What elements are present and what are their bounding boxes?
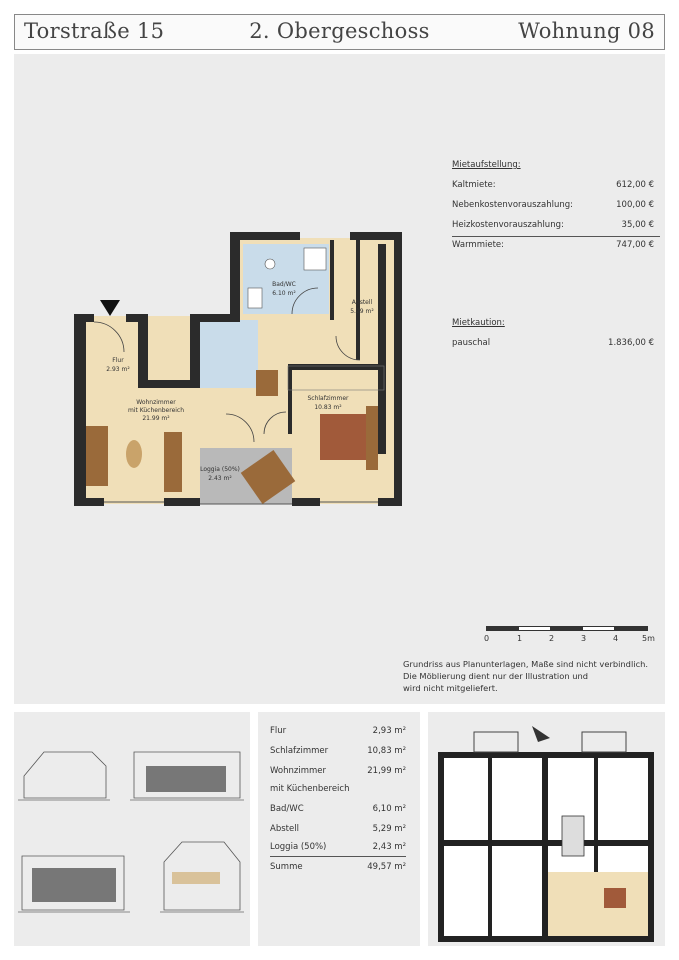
scale-label: 2 — [549, 634, 555, 643]
deposit-label: pauschal — [452, 338, 491, 348]
elevation-drawings — [14, 712, 250, 946]
area-value: 2,43 m² — [372, 842, 406, 852]
area-value: 2,93 m² — [372, 726, 406, 736]
rent-value: 35,00 € — [621, 220, 654, 230]
area-value: 10,83 m² — [367, 746, 406, 756]
area-table — [258, 712, 420, 946]
room-label: Abstell — [351, 299, 373, 306]
rent-label: Kaltmiete: — [452, 180, 496, 190]
room-area: 6.10 m² — [272, 290, 296, 297]
scale-label: 0 — [484, 634, 490, 643]
note-line: Grundriss aus Planunterlagen, Maße sind nicht verbindlich. — [403, 659, 649, 669]
rent-label: Nebenkostenvorauszahlung: — [452, 200, 574, 210]
room-label: Flur — [112, 357, 124, 364]
room-area: 21.99 m² — [142, 415, 170, 422]
elevation-views — [14, 712, 250, 946]
room-label: Schlafzimmer — [307, 395, 349, 402]
area-label: Abstell — [270, 824, 299, 834]
building-overview — [428, 712, 665, 946]
area-value: 5,29 m² — [372, 824, 406, 834]
building-plan — [428, 712, 665, 946]
room-area: 5.29 m² — [350, 308, 374, 315]
north-arrow-icon — [532, 726, 550, 742]
room-label: Bad/WC — [272, 281, 296, 288]
area-label: Loggia (50%) — [270, 842, 327, 852]
area-value: 6,10 m² — [372, 804, 406, 814]
floor-plan — [14, 54, 665, 704]
entrance-arrow-icon — [100, 300, 120, 316]
rent-value: 100,00 € — [616, 200, 654, 210]
area-label: Schlafzimmer — [270, 746, 329, 756]
page-header — [14, 14, 665, 50]
total-label: Summe — [270, 862, 303, 872]
rent-label: Heizkostenvorauszahlung: — [452, 220, 564, 230]
area-label: Flur — [270, 726, 287, 736]
deposit-title: Mietkaution: — [452, 318, 505, 328]
unit-title: Wohnung 08 — [518, 19, 655, 43]
deposit-value: 1.836,00 € — [608, 338, 654, 348]
main-panel — [14, 54, 665, 704]
scale-label: 5m — [642, 634, 655, 643]
room-area: 2.43 m² — [208, 475, 232, 482]
room-area: 10.83 m² — [314, 404, 342, 411]
divider — [270, 856, 406, 857]
floor-title: 2. Obergeschoss — [249, 19, 430, 43]
note-line: wird nicht mitgeliefert. — [403, 683, 498, 693]
divider — [452, 236, 660, 237]
area-label: Wohnzimmer — [270, 766, 326, 776]
street-title: Torstraße 15 — [24, 19, 165, 43]
room-label: Wohnzimmer — [136, 399, 176, 406]
rent-label: Warmmiete: — [452, 240, 504, 250]
scale-bar — [484, 626, 655, 643]
scale-label: 4 — [613, 634, 619, 643]
area-label: Bad/WC — [270, 804, 304, 814]
scale-label: 1 — [517, 634, 523, 643]
total-value: 49,57 m² — [367, 862, 406, 872]
room-label: Loggia (50%) — [200, 466, 240, 473]
rent-title: Mietaufstellung: — [452, 160, 521, 170]
rent-value: 747,00 € — [616, 240, 654, 250]
note-line: Die Möblierung dient nur der Illustration und — [403, 671, 588, 681]
rent-value: 612,00 € — [616, 180, 654, 190]
room-label: mit Küchenbereich — [127, 407, 185, 414]
room-area: 2.93 m² — [106, 366, 130, 373]
scale-label: 3 — [581, 634, 587, 643]
disclaimer-note — [403, 658, 663, 694]
area-label: mit Küchenbereich — [270, 784, 350, 794]
area-value: 21,99 m² — [367, 766, 406, 776]
